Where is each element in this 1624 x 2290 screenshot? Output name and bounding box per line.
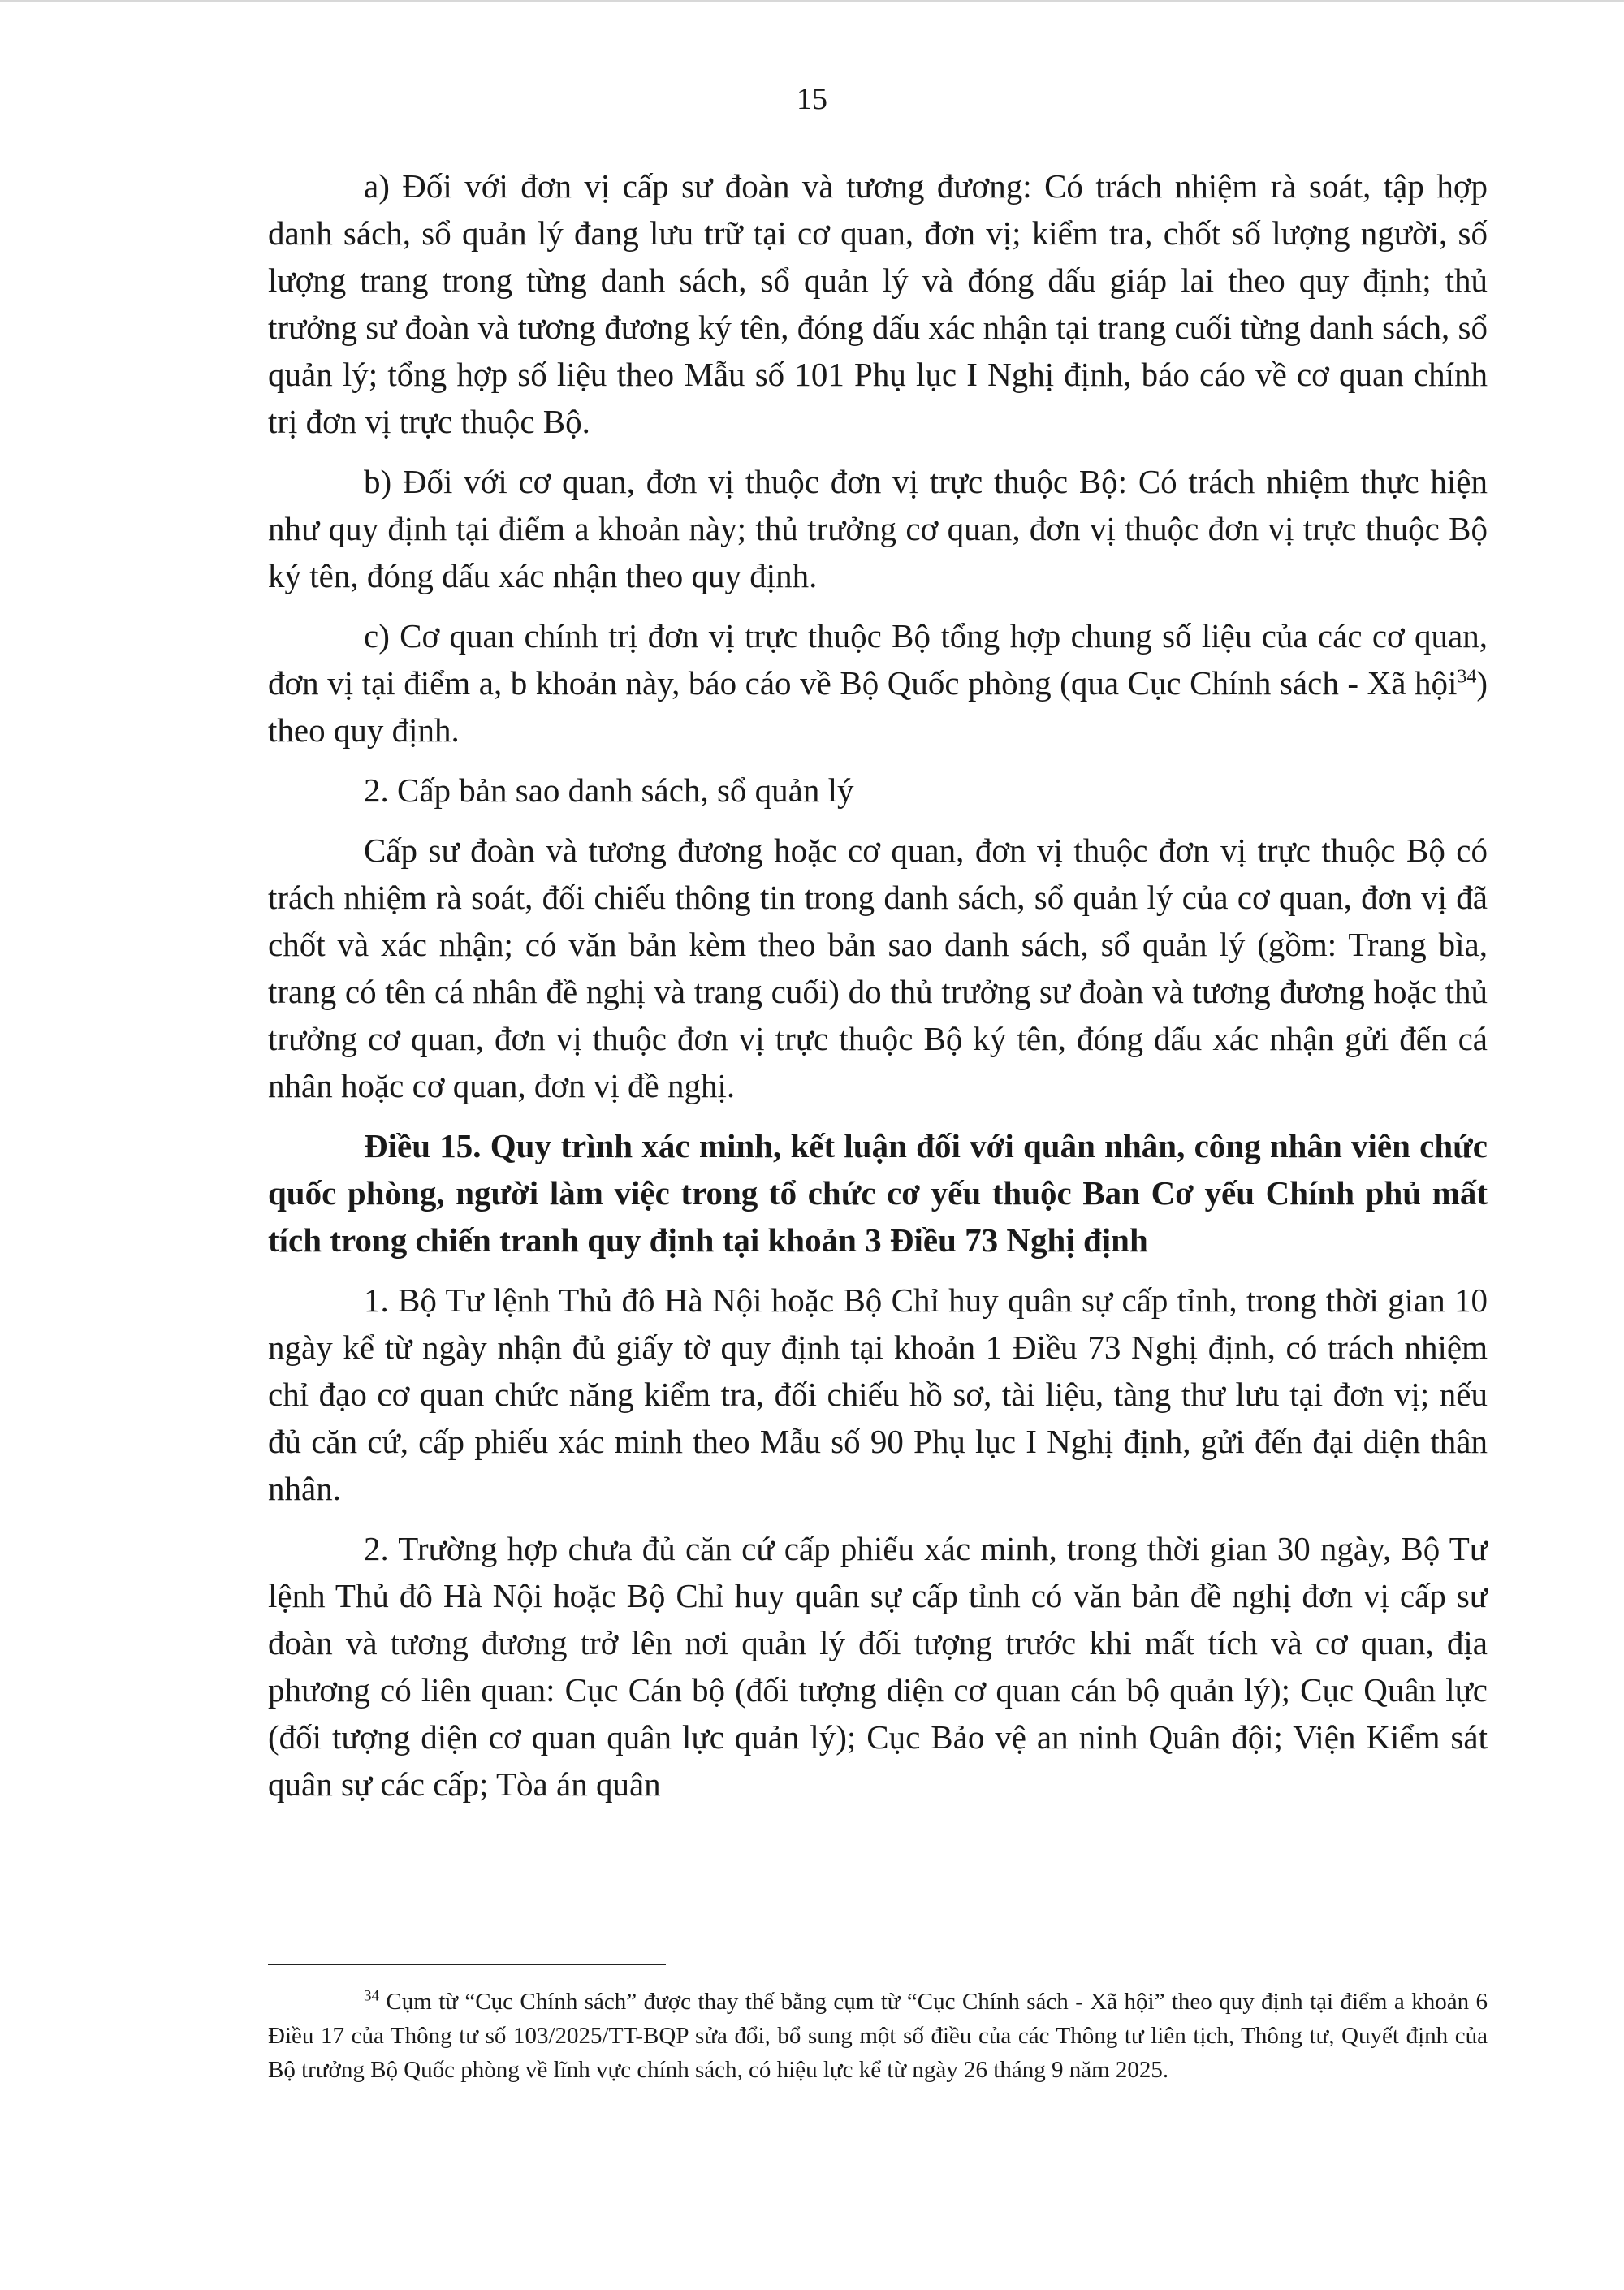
- paragraph-point-c-text: c) Cơ quan chính trị đơn vị trực thuộc Bộ tổng hợp chung số liệu của các cơ quan, đơn vị tại điểm a, b khoản này, báo cáo về Bộ Quốc phòng (qua Cục Chính sách - Xã hội: [268, 617, 1488, 702]
- paragraph-point-c: [268, 612, 1488, 754]
- article-15-clause-1: 1. Bộ Tư lệnh Thủ đô Hà Nội hoặc Bộ Chỉ huy quân sự cấp tỉnh, trong thời gian 10 ngày kể từ ngày nhận đủ giấy tờ quy định tại khoản 1 Điều 73 Nghị định, có trách nhiệm chỉ đạo cơ quan chức năng kiểm tra, đối chiếu hồ sơ, tài liệu, tàng thư lưu tại đơn vị; nếu đủ căn cứ, cấp phiếu xác minh theo Mẫu số 90 Phụ lục I Nghị định, gửi đến đại diện thân nhân.: [268, 1281, 1488, 1507]
- paragraph-point-b: b) Đối với cơ quan, đơn vị thuộc đơn vị trực thuộc Bộ: Có trách nhiệm thực hiện như quy định tại điểm a khoản này; thủ trưởng cơ quan, đơn vị thuộc đơn vị trực thuộc Bộ ký tên, đóng dấu xác nhận theo quy định.: [268, 463, 1488, 594]
- footnote-marker: 34: [364, 1987, 379, 2005]
- footnote-reference[interactable]: 34: [1457, 666, 1477, 688]
- page-top-border: [0, 0, 1624, 2]
- footnote-text: Cụm từ “Cục Chính sách” được thay thế bằng cụm từ “Cục Chính sách - Xã hội” theo quy định tại điểm a khoản 6 Điều 17 của Thông tư số 103/2025/TT-BQP sửa đổi, bổ sung một số điều của các Thông tư liên tịch, Thông tư, Quyết định của Bộ trưởng Bộ Quốc phòng về lĩnh vực chính sách, có hiệu lực kể từ ngày 26 tháng 9 năm 2025.: [268, 1989, 1488, 2083]
- clause-2-title: 2. Cấp bản sao danh sách, sổ quản lý: [364, 771, 854, 809]
- paragraph-point-a: a) Đối với đơn vị cấp sư đoàn và tương đương: Có trách nhiệm rà soát, tập hợp danh sách, sổ quản lý đang lưu trữ tại cơ quan, đơn vị; kiểm tra, chốt số lượng người, số lượng trang trong từng danh sách, sổ quản lý và đóng dấu giáp lai theo quy định; thủ trưởng sư đoàn và tương đương ký tên, đóng dấu xác nhận tại trang cuối từng danh sách, sổ quản lý; tổng hợp số liệu theo Mẫu số 101 Phụ lục I Nghị định, báo cáo về cơ quan chính trị đơn vị trực thuộc Bộ.: [268, 167, 1488, 440]
- footnote-34: [268, 1985, 1488, 2087]
- article-15-clause-2: 2. Trường hợp chưa đủ căn cứ cấp phiếu xác minh, trong thời gian 30 ngày, Bộ Tư lệnh Thủ đô Hà Nội hoặc Bộ Chỉ huy quân sự cấp tỉnh có văn bản đề nghị đơn vị cấp sư đoàn và tương đương trở lên nơi quản lý đối tượng trước khi mất tích và cơ quan, địa phương có liên quan: Cục Cán bộ (đối tượng diện cơ quan cán bộ quản lý); Cục Quân lực (đối tượng diện cơ quan quân lực quản lý); Cục Bảo vệ an ninh Quân đội; Viện Kiểm sát quân sự các cấp; Tòa án quân: [268, 1530, 1488, 1803]
- paragraph-point-c-text-end: ) theo quy định.: [268, 664, 1488, 749]
- article-15-heading: Điều 15. Quy trình xác minh, kết luận đối với quân nhân, công nhân viên chức quốc phòng, người làm việc trong tổ chức cơ yếu thuộc Ban Cơ yếu Chính phủ mất tích trong chiến tranh quy định tại khoản 3 Điều 73 Nghị định: [268, 1127, 1488, 1259]
- footnote-separator: [268, 1964, 666, 1965]
- page-number: 15: [797, 82, 827, 116]
- document-body: [268, 162, 1488, 1821]
- clause-2-body: Cấp sư đoàn và tương đương hoặc cơ quan, đơn vị thuộc đơn vị trực thuộc Bộ có trách nhiệm rà soát, đối chiếu thông tin trong danh sách, sổ quản lý của cơ quan, đơn vị đã chốt và xác nhận; có văn bản kèm theo bản sao danh sách, sổ quản lý (gồm: Trang bìa, trang có tên cá nhân đề nghị và trang cuối) do thủ trưởng sư đoàn và tương đương hoặc thủ trưởng cơ quan, đơn vị thuộc đơn vị trực thuộc Bộ ký tên, đóng dấu xác nhận gửi đến cá nhân hoặc cơ quan, đơn vị đề nghị.: [268, 832, 1488, 1104]
